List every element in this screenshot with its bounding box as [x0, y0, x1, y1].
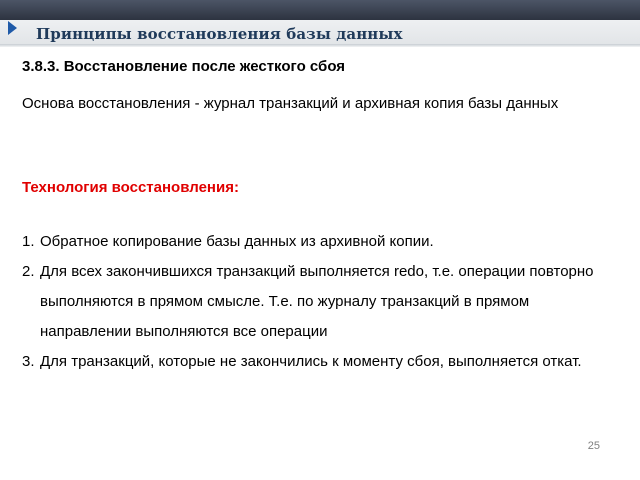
- title-band-edge: [0, 44, 640, 47]
- top-decorative-bar: [0, 0, 640, 20]
- basis-text: Основа восстановления - журнал транзакций и архивная копия базы данных: [22, 95, 559, 112]
- recovery-steps-list: [22, 227, 622, 377]
- recovery-step-1: [22, 227, 622, 257]
- section-heading: 3.8.3. Восстановление после жесткого сбоя: [22, 58, 346, 75]
- slide-title: Принципы восстановления базы данных: [36, 25, 403, 43]
- page-number: 25: [587, 440, 600, 452]
- step-number: 1.: [22, 233, 35, 250]
- technology-heading: Технология восстановления:: [22, 179, 239, 196]
- recovery-step-3: [22, 347, 622, 377]
- step-number: 2.: [22, 263, 35, 280]
- step-number: 3.: [22, 353, 35, 370]
- step-text: Для транзакций, которые не закончились к моменту сбоя, выполняется откат.: [40, 353, 582, 370]
- step-text: Для всех закончившихся транзакций выполняется redo, т.е. операции повторно выполняются в прямом смысле. Т.е. по журналу транзакций в прямом направлении выполняются все операции: [40, 263, 594, 340]
- recovery-step-2: [22, 257, 622, 347]
- triangle-marker-icon: [8, 21, 17, 35]
- step-text: Обратное копирование базы данных из архивной копии.: [40, 233, 434, 250]
